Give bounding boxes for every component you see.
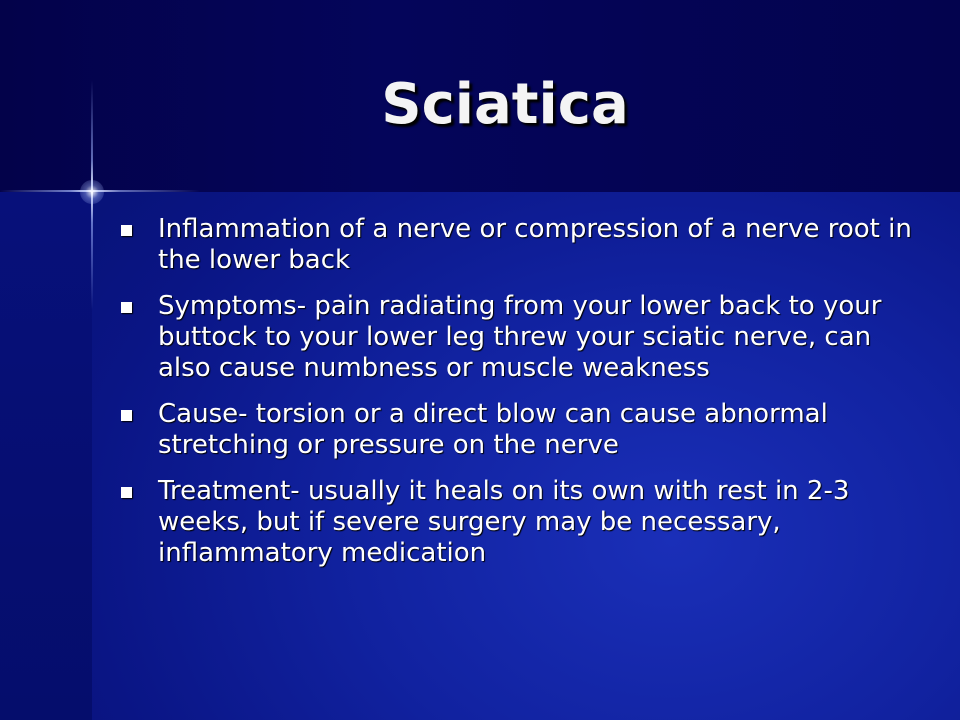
square-bullet-icon [121, 225, 132, 236]
bullet-text: Treatment- usually it heals on its own with rest in 2-3 weeks, but if severe surgery may be necessary, inflammatory medication [158, 476, 850, 568]
square-bullet-icon [121, 410, 132, 421]
bullet-list [118, 214, 918, 584]
slide-title: Sciatica [381, 72, 629, 137]
bullet-item-cause [118, 399, 918, 461]
bullet-item-symptoms [118, 291, 918, 384]
bullet-text: Cause- torsion or a direct blow can cause abnormal stretching or pressure on the nerve [158, 399, 828, 460]
star-flare-glow-icon [80, 180, 104, 204]
bullet-item-treatment [118, 476, 918, 569]
left-band [0, 192, 92, 720]
bullet-text: Inflammation of a nerve or compression of a nerve root in the lower back [158, 214, 912, 275]
square-bullet-icon [121, 487, 132, 498]
bullet-item-inflammation [118, 214, 918, 276]
square-bullet-icon [121, 302, 132, 313]
bullet-text: Symptoms- pain radiating from your lower back to your buttock to your lower leg threw your sciatic nerve, can also cause numbness or muscle weakness [158, 291, 882, 383]
